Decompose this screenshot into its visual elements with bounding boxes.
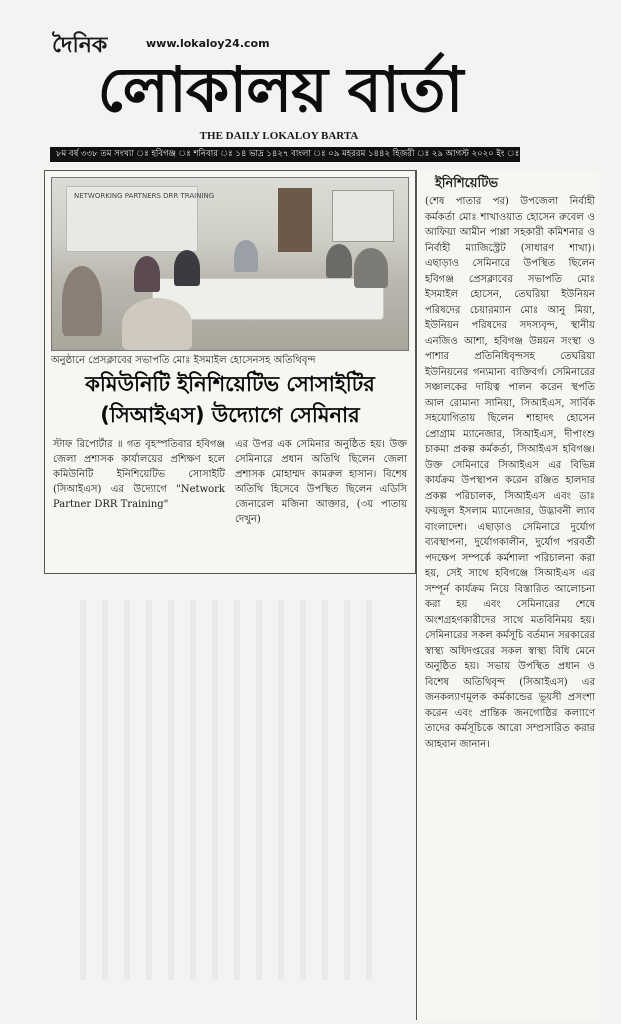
photo-person [62, 266, 102, 336]
masthead-dainik: দৈনিক [52, 32, 108, 58]
article-headline: কমিউনিটি ইনিশিয়েটিভ সোসাইটির (সিআইএস) উদ্যোগে সেমিনার [85, 372, 375, 427]
seminar-photo [51, 177, 409, 351]
masthead [40, 28, 518, 170]
bleed-through-background [80, 600, 380, 980]
masthead-website: www.lokaloy24.com [146, 37, 270, 50]
photo-person [326, 244, 352, 278]
article-column-1: স্টাফ রিপোর্টার ॥ গত বৃহস্পতিবার হবিগঞ্জ জেলা প্রশাসক কার্যালয়ের প্রশিক্ষণ হলে কমিউনিটি ইনিশিয়েটিভ সোসাইটি (সিআইএস) এর উদ্যোগে "Network Partner DRR Training" [53, 439, 225, 510]
photo-window [332, 190, 394, 242]
article-body [53, 437, 407, 567]
left-article [44, 170, 416, 574]
newspaper-english-name: THE DAILY LOKALOY BARTA [199, 130, 359, 142]
photo-person [234, 240, 258, 272]
photo-person [134, 256, 160, 292]
photo-banner-text: NETWORKING PARTNERS DRR TRAINING [74, 192, 215, 200]
photo-person [122, 298, 192, 350]
continuation-heading: ইনিশিয়েটিভ [435, 176, 499, 191]
photo-caption: অনুষ্ঠানে প্রেসক্লাবের সভাপতি মোঃ ইসমাইল হোসেনসহ অতিথিবৃন্দ [51, 355, 316, 366]
photo-door [278, 188, 312, 252]
photo-person [354, 248, 388, 288]
dateline-bar: ৮ম বর্ষ ৩৩৮ তম সংখ্যা ঃ হবিগঞ্জ ঃ শনিবার ঃ ১৪ ভাদ্র ১৪২৭ বাংলা ঃ ০৯ মহররম ১৪৪২ হিজরী ঃ ২৯ আগস্ট ২০২০ ইং ঃ [50, 147, 520, 162]
continuation-body: (শেষ পাতার পর) উপজেলা নির্বাহী কর্মকর্তা মোঃ শাখাওয়াত হোসেন রুবেল ও আফিয়া আমীন পাপ্পা সহকারী কমিশনার ও নির্বাহী ম্যাজিস্ট্রেট (সাধারণ শাখা)। এছাড়াও সেমিনারে উপস্থিত ছিলেন হবিগঞ্জ প্রেসক্লাবের সভাপতি মোঃ ইসমাইল হোসেন, তেঘরিয়া ইউনিয়ন পরিষদের চেয়ারম্যান মোঃ আনু মিয়া, ইউনিয়ন পরিষদের সদস্যবৃন্দ, স্থানীয় এনজিও আশা, হবিগঞ্জ উন্নয়ন সংস্থা ও পাশার প্রতিনিধিবৃন্দসহ তেঘরিয়া ইউনিয়নের গন্যমান্য ব্যক্তিবর্গ। সেমিনারের সঞ্চালকের দায়িত্ব পালন করেন স্থপতি আল রোমানা সানিয়া, সিআইএস, সার্বিক সহযোগিতায় ছিলেন শাহাদৎ হোসেন প্রোগ্রাম ম্যানেজার, সিআইএস, দীপাংশু চাকমা প্রকল্প কর্মকর্তা, সিআইএস হবিগঞ্জ। উক্ত সেমিনারে সিআইএস এর বিভিন্ন কার্যক্রম উপস্থাপন করেন রঞ্জিত হালদার প্রকল্প পরিচালক, সিআইএস এবং ডাঃ ফয়জুল ইসলাম ম্যানেজার, উদ্ভাবনী ল্যাব বাংলাদেশ। এছাড়াও সেমিনারে দুর্যোগ ব্যবস্থাপনা, দুর্যোগকালীন, দুর্যোগ পরবর্তী পদক্ষেপ সম্পর্কে কর্মশালা পরিচালনা করা হয়, সেই সাথে হবিগঞ্জে সিআইএস এর সম্পূর্ন কার্যক্রম নিয়ে বিস্তারিত আলোচনা করা হয় এবং সেমিনারের শেষে অংশগ্রহণকারীদের সাথে মতবিনিময় হয়। সেমিনারের সকল কর্মসূচি বর্তমান সরকারের স্বাস্থ্য অধিদপ্তরের সকল স্বাস্থ্য বিধি মেনে অনুষ্ঠিত হয়। সভায় উপস্থিত প্রধান ও বিশেষ অতিথিবৃন্দ (সিআইএস) এর জনকল্যাণমূলক কর্মকান্ডের ভূয়সী প্রসংশা করেন এবং প্রান্তিক জনগোষ্ঠির কল্যাণে তাদের কর্মসূচিকে আরো সম্প্রসারিত করার আহবান জানান। [425, 196, 595, 750]
right-article [416, 170, 599, 1020]
photo-person [174, 250, 200, 286]
newspaper-name: লোকালয় বার্তা [97, 53, 463, 126]
article-column-2: এর উপর এক সেমিনার অনুষ্ঠিত হয়। উক্ত সেমিনারে প্রধান অতিথি ছিলেন জেলা প্রশাসক মোহাম্মদ কামরুল হাসান। বিশেষ অতিথি হিসেবে উপস্থিত ছিলেন এডিসি জেনারেল মজিনা আক্তার, (৩য় পাতায় দেখুন) [235, 439, 407, 525]
